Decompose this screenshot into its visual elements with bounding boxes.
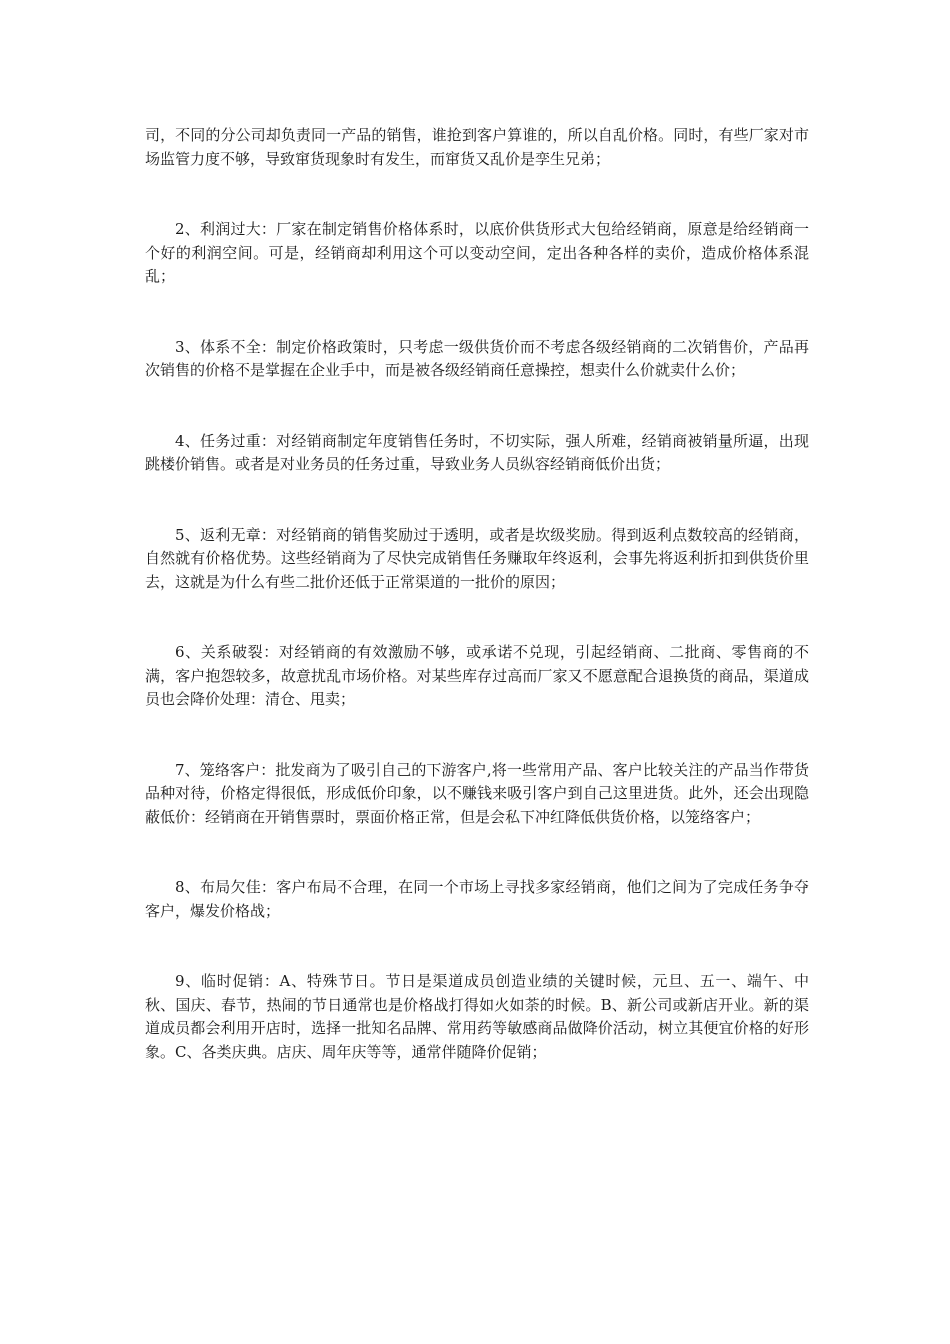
paragraph-gap xyxy=(145,829,809,876)
paragraph-continuation: 司，不同的分公司却负责同一产品的销售，谁抢到客户算谁的，所以自乱价格。同时，有些厂家对市场监管力度不够，导致窜货现象时有发生，而窜货又乱价是孪生兄弟； xyxy=(145,126,809,168)
paragraph-gap xyxy=(145,594,809,641)
paragraph-item-2: 2、利润过大：厂家在制定销售价格体系时，以底价供货形式大包给经销商，原意是给经销商一个好的利润空间。可是，经销商却利用这个可以变动空间，定出各种各样的卖价，造成价格体系混乱； xyxy=(145,220,809,285)
paragraph-gap xyxy=(145,289,809,336)
paragraph-gap xyxy=(145,383,809,430)
paragraph-gap xyxy=(145,477,809,524)
paragraph-item-3: 3、体系不全：制定价格政策时，只考虑一级供货价而不考虑各级经销商的二次销售价，产品再次销售的价格不是掌握在企业手中，而是被各级经销商任意操控，想卖什么价就卖什么价； xyxy=(145,337,809,379)
document-body xyxy=(145,124,809,1064)
paragraph-item-8: 8、布局欠佳：客户布局不合理，在同一个市场上寻找多家经销商，他们之间为了完成任务争夺客户，爆发价格战； xyxy=(145,878,809,920)
paragraph-gap xyxy=(145,171,809,218)
paragraph-item-7: 7、笼络客户：批发商为了吸引自己的下游客户,将一些常用产品、客户比较关注的产品当作带货品种对待，价格定得很低，形成低价印象，以不赚钱来吸引客户到自己这里进货。此外，还会出现隐蔽低价：经销商在开销售票时，票面价格正常，但是会私下冲红降低供货价格，以笼络客户； xyxy=(145,760,809,826)
paragraph-item-4: 4、任务过重：对经销商制定年度销售任务时，不切实际，强人所难，经销商被销量所逼，出现跳楼价销售。或者是对业务员的任务过重，导致业务人员纵容经销商低价出货； xyxy=(145,431,809,473)
paragraph-item-9: 9、临时促销：A、特殊节日。节日是渠道成员创造业绩的关键时候，元旦、五一、端午、中秋、国庆、春节，热闹的节日通常也是价格战打得如火如荼的时候。B、新公司或新店开业。新的渠道成员都会利用开店时，选择一批知名品牌、常用药等敏感商品做降价活动，树立其便宜价格的好形象。C、各类庆典。店庆、周年庆等等，通常伴随降价促销； xyxy=(145,972,809,1061)
paragraph-gap xyxy=(145,712,809,759)
paragraph-item-5: 5、返利无章：对经销商的销售奖励过于透明，或者是坎级奖励。得到返利点数较高的经销商，自然就有价格优势。这些经销商为了尽快完成销售任务赚取年终返利，会事先将返利折扣到供货价里去，这就是为什么有些二批价还低于正常渠道的一批价的原因； xyxy=(145,525,809,591)
paragraph-gap xyxy=(145,923,809,970)
paragraph-item-6: 6、关系破裂：对经销商的有效激励不够，或承诺不兑现，引起经销商、二批商、零售商的不满，客户抱怨较多，故意扰乱市场价格。对某些库存过高而厂家又不愿意配合退换货的商品，渠道成员也会降价处理：清仓、甩卖； xyxy=(145,643,809,708)
